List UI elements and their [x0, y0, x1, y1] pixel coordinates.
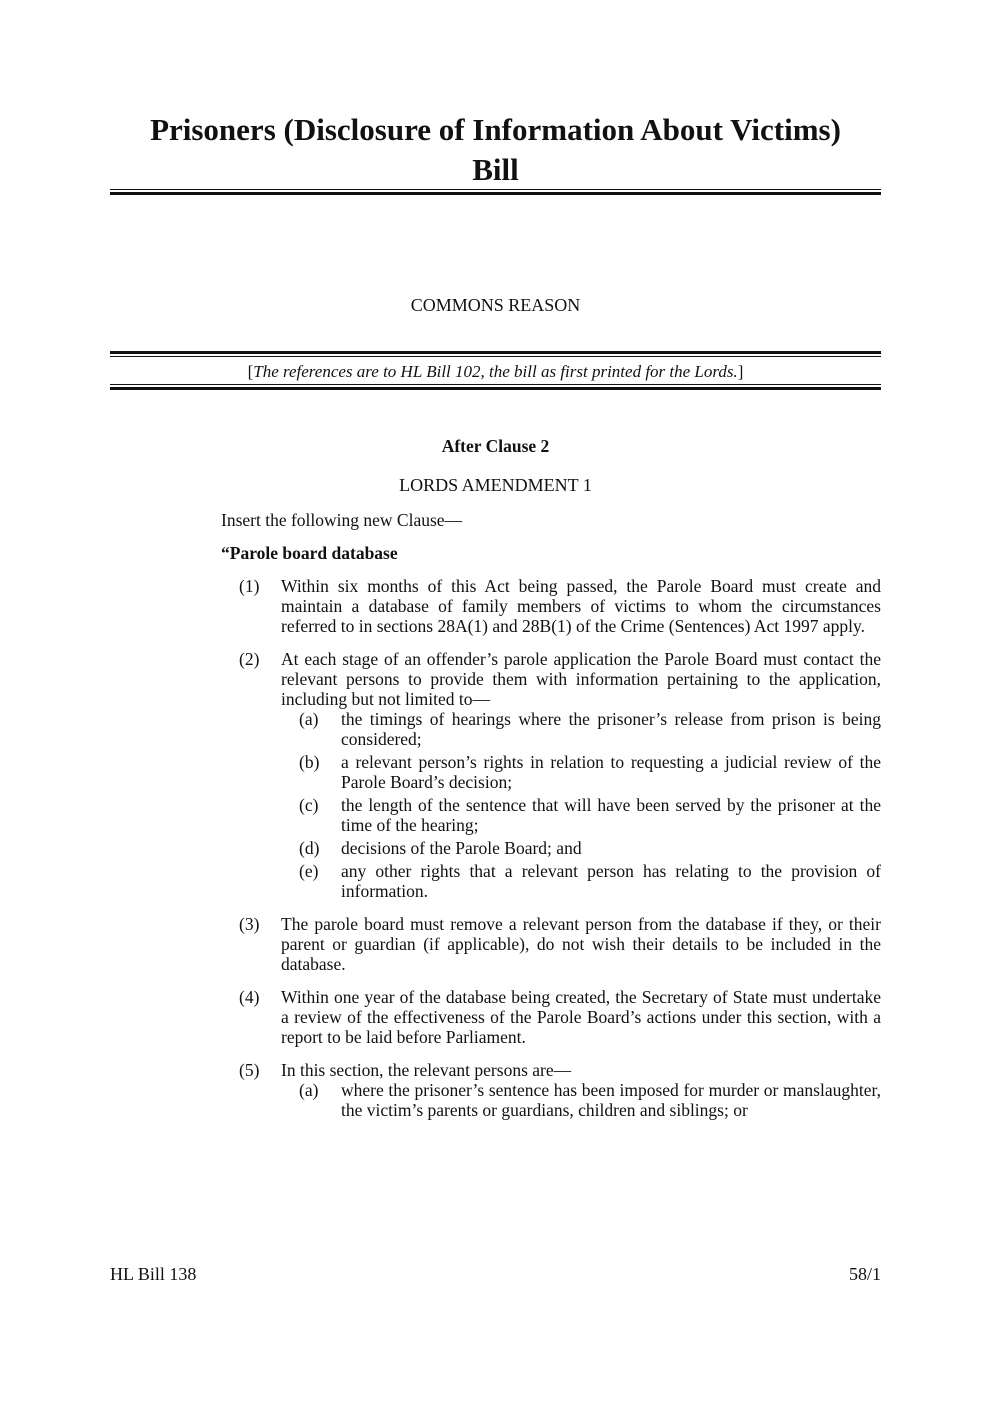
subsection-2: (2) At each stage of an offender’s parole application the Parole Board must contact the relevant persons to provide them with information pertaining to the application, including but not limited to— — [239, 649, 881, 709]
title-line-1: Prisoners (Disclosure of Information About Victims) — [150, 112, 841, 147]
print-reference: 58/1 — [848, 1264, 881, 1284]
references-text: The references are to HL Bill 102, the bill as first printed for the Lords. — [253, 362, 738, 381]
subsection-2-item-d: (d) decisions of the Parole Board; and — [299, 838, 582, 858]
subsection-2-item-a: (a) the timings of hearings where the prisoner’s release from prison is being considered; — [299, 709, 881, 749]
subsection-5: (5) In this section, the relevant persons are— — [239, 1060, 572, 1080]
subsection-2-item-c: (c) the length of the sentence that will have been served by the prisoner at the time of the hearing; — [299, 795, 881, 835]
clause-heading: “Parole board database — [221, 543, 398, 563]
subsection-2-item-b: (b) a relevant person’s rights in relation to requesting a judicial review of the Parole Board’s decision; — [299, 752, 881, 792]
subsection-3: (3) The parole board must remove a relevant person from the database if they, or their parent or guardian (if applicable), do not wish their details to be included in the database. — [239, 914, 881, 974]
amendment-heading: LORDS AMENDMENT 1 — [399, 475, 592, 495]
title-rule — [110, 189, 881, 195]
clause-location: After Clause 2 — [441, 436, 550, 456]
subsection-1: (1) Within six months of this Act being passed, the Parole Board must create and maintain a database of family members of victims to whom the circumstances referred to in sections 28A(1) and 28B(1) of the Crime (Sentences) Act 1997 apply. — [239, 576, 881, 636]
subsection-4: (4) Within one year of the database being created, the Secretary of State must undertake a review of the effectiveness of the Parole Board’s actions under this section, with a report to be laid before Parliament. — [239, 987, 881, 1047]
stage-heading: COMMONS REASON — [410, 295, 581, 315]
page-title — [110, 110, 881, 190]
references-top-rule — [110, 351, 881, 357]
references-bottom-rule — [110, 384, 881, 390]
subsection-2-item-e: (e) any other rights that a relevant person has relating to the provision of information. — [299, 861, 881, 901]
instruction: Insert the following new Clause— — [221, 510, 463, 530]
amendment-body — [221, 510, 881, 1120]
bill-number: HL Bill 138 — [110, 1264, 197, 1284]
subsection-5-item-a: (a) where the prisoner’s sentence has been imposed for murder or manslaughter, the victim’s parents or guardians, children and siblings; or — [299, 1080, 881, 1120]
references-note: [The references are to HL Bill 102, the bill as first printed for the Lords.] — [247, 362, 744, 381]
title-line-2: Bill — [472, 152, 519, 187]
